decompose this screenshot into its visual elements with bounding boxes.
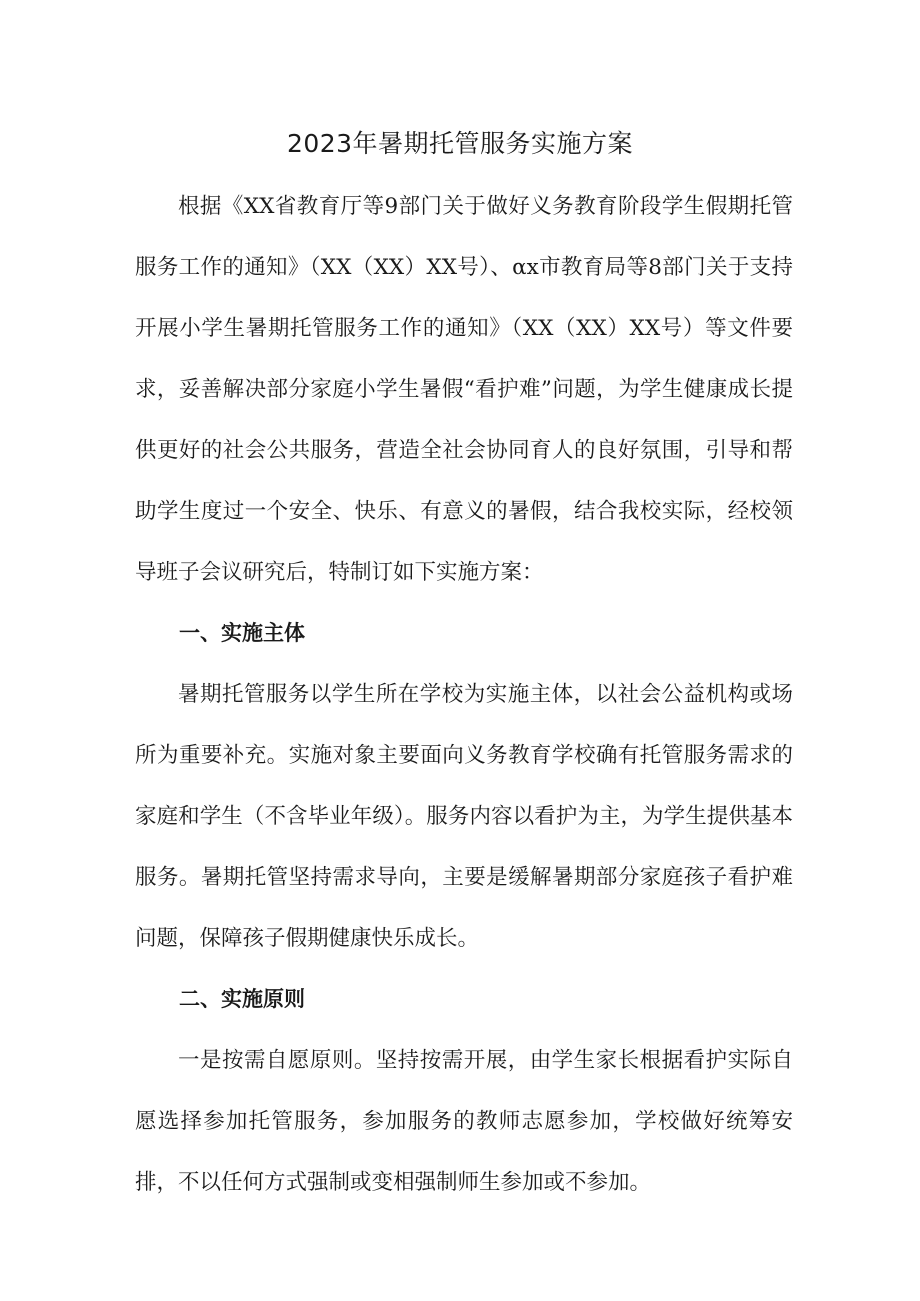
section-heading-1: 一、实施主体: [179, 621, 305, 645]
document-body: [135, 176, 793, 1213]
document-title: 2023年暑期托管服务实施方案: [286, 129, 634, 158]
intro-paragraph: 根据《XX省教育厅等9部门关于做好义务教育阶段学生假期托管服务工作的通知》（XX（XX）XX号）、αx市教育局等8部门关于支持开展小学生暑期托管服务工作的通知》（XX（XX）XX号）等文件要求，妥善解决部分家庭小学生暑假“看护难”问题，为学生健康成长提供更好的社会公共服务，营造全社会协同育人的良好氛围，引导和帮助学生度过一个安全、快乐、有意义的暑假，结合我校实际，经校领导班子会议研究后，特制订如下实施方案：: [135, 194, 793, 585]
section-paragraph-2: 一是按需自愿原则。坚持按需开展，由学生家长根据看护实际自愿选择参加托管服务，参加服务的教师志愿参加，学校做好统筹安排，不以任何方式强制或变相强制师生参加或不参加。: [135, 1048, 793, 1195]
section-paragraph-1: 暑期托管服务以学生所在学校为实施主体，以社会公益机构或场所为重要补充。实施对象主要面向义务教育学校确有托管服务需求的家庭和学生（不含毕业年级）。服务内容以看护为主，为学生提供基本服务。暑期托管坚持需求导向，主要是缓解暑期部分家庭孩子看护难问题，保障孩子假期健康快乐成长。: [135, 682, 793, 951]
section-heading-2: 二、实施原则: [179, 987, 305, 1011]
